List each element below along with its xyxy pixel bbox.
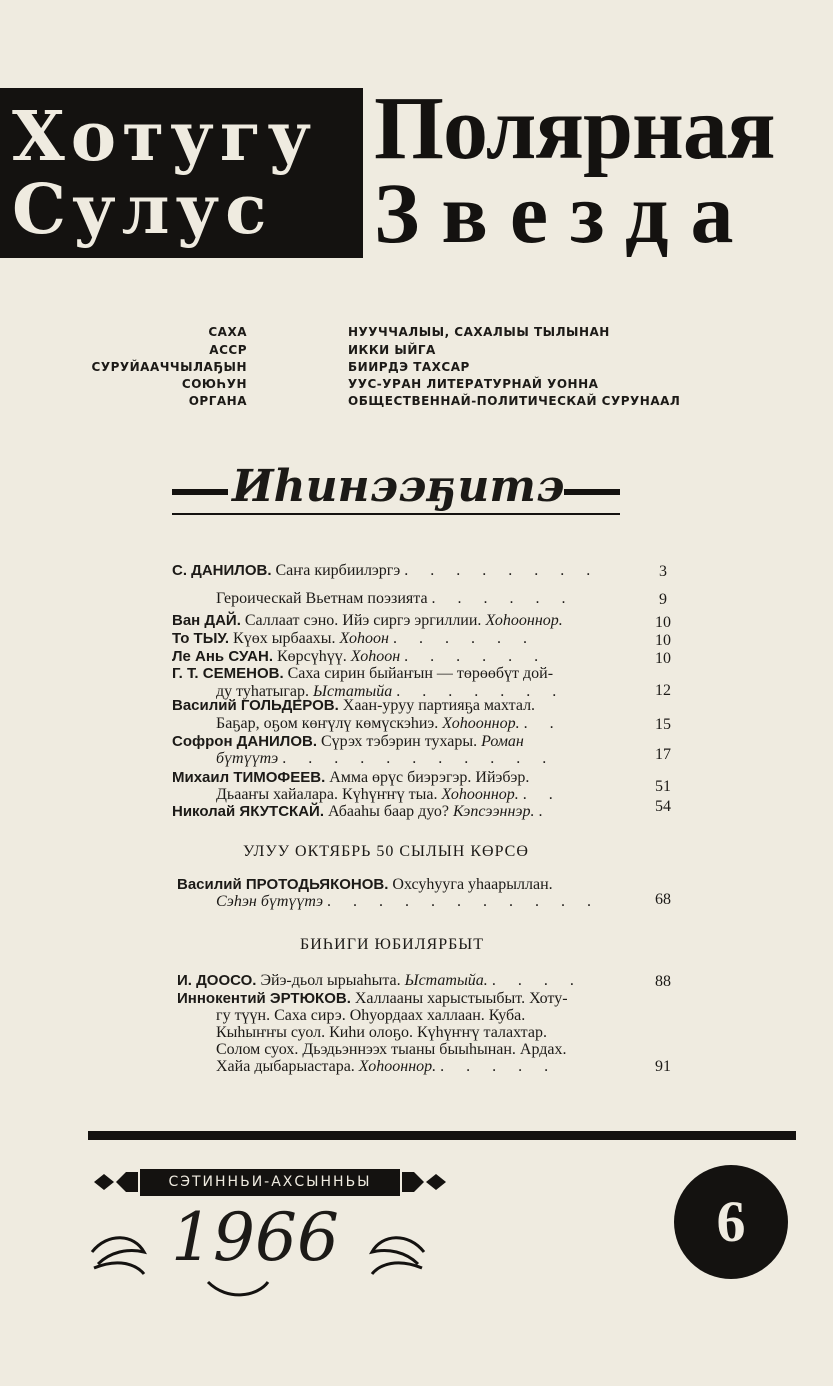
masthead-yakut-line2: Сулус [12,170,273,250]
heading-dash-right [564,489,620,495]
toc-author: Василий ГОЛЬДЕРОВ. [172,697,339,714]
publisher-left-3: СУРУЙААЧЧЫЛАҔЫН [91,360,247,374]
toc-genre: Ыстатыйа. [404,972,488,989]
toc-author: И. ДООСО. [177,972,257,989]
toc-entry-13-l5: Хайа дыбарыастара. Хоһооннор. . . . . . [216,1058,558,1075]
toc-entry-9 [172,769,529,786]
contents-heading: Иһинээҕитэ [232,461,565,512]
toc-title: Хайа дыбарыастара. [216,1058,355,1075]
toc-genre: бүтүүтэ [216,750,279,767]
toc-genre: Хоһооннор. [441,786,519,803]
toc-entry-8-cont: бүтүүтэ . . . . . . . . . . . [216,750,556,767]
toc-entry-12: И. ДООСО. Эйэ-дьол ырыаһыта. Ыстатыйа. . . . . [177,972,583,989]
issue-year: 1966 [171,1199,339,1276]
toc-page-3: 10 [655,614,671,631]
toc-title: Баҕар, оҕом көҥүлү көмүскэһиэ. [216,715,439,732]
publisher-left-4: СОЮҺУН [181,377,247,391]
section-title-october: УЛУУ ОКТЯБРЬ 50 СЫЛЫН КӨРСӨ [243,843,529,860]
toc-entry-8 [172,733,524,750]
toc-genre: Хоһооннор. [442,715,520,732]
toc-title: Саллаат сэно. Ийэ сиргэ эргиллии. [244,612,482,629]
toc-title: Охсуһууга уһаарыллан. [392,876,553,893]
toc-author: Ван ДАЙ. [172,612,241,629]
toc-page-10: 54 [655,798,671,815]
toc-page-4: 10 [655,632,671,649]
toc-entry-4: То ТЫУ. Күөх ырбаахы. Хоһоон . . . . . . [172,630,536,647]
toc-title: ду туһатыгар. [216,683,310,700]
toc-title: Амма өрүс биэрэгэр. Ийэбэр. [329,769,530,786]
toc-page-9: 51 [655,778,671,795]
toc-entry-7-cont: Баҕар, оҕом көҥүлү көмүскэһиэ. Хоһооннор. . . [216,715,563,732]
toc-title: Саҥа кирбиилэргэ [275,562,401,579]
toc-entry-13-l3: Кыһыҥҥы суол. Киһи олоҕо. Күһүҥҥү талахтар. [216,1024,547,1041]
toc-author: Василий ПРОТОДЬЯКОНОВ. [177,876,389,893]
heading-underline [172,513,620,515]
toc-author: Г. Т. СЕМЕНОВ. [172,665,284,682]
toc-genre: Хоһооннор. [358,1058,437,1075]
toc-genre: Ыстатыйа [313,683,393,700]
toc-title: Дьааҥы хайалара. Күһүҥҥү тыа. [216,786,438,803]
publisher-right-1: НУУЧЧАЛЫЫ, САХАЛЫЫ ТЫЛЫНАН [348,325,610,339]
toc-entry-7 [172,697,535,714]
publisher-right-3: БИИРДЭ ТАХСАР [348,360,470,374]
toc-author: Ле Ань СУАН. [172,648,273,665]
toc-page-2: 9 [659,591,667,608]
toc-genre: Роман [481,733,524,750]
toc-title: Сүрэх тэбэрин тухары. [321,733,478,750]
toc-title: Халлааны харыстыыбыт. Хоту- [354,990,568,1007]
toc-genre: Кэпсээннэр. [453,803,535,820]
publisher-left-1: САХА [208,325,247,339]
toc-entry-5: Ле Ань СУАН. Көрсүһүү. Хоһоон . . . . . . [172,648,548,665]
banner-ornament-right [402,1166,448,1199]
toc-entry-10: Николай ЯКУТСКАЙ. Абааһы баар дуо? Кэпсээннэр. . [172,803,552,820]
toc-author: Михаил ТИМОФЕЕВ. [172,769,326,786]
toc-entry-13-l4: Солом суох. Дьэдьэннээх тыаны быыһынан. Ардах. [216,1041,567,1058]
toc-title: Хаан-уруу партияҕа махтал. [342,697,536,714]
toc-entry-1: С. ДАНИЛОВ. Саҥа кирбиилэргэ . . . . . . . . [172,562,600,579]
toc-title: Эйэ-дьол ырыаһыта. [260,972,401,989]
toc-page-13: 91 [655,1058,671,1075]
publisher-right-2: ИККИ ЫЙГА [348,343,436,357]
publisher-right-5: ОБЩЕСТВЕННАЙ-ПОЛИТИЧЕСКАЙ СУРУНААЛ [348,394,681,408]
masthead-yakut-line1: Хотугу [12,97,317,177]
toc-entry-11-cont: Сэһэн бүтүүтэ . . . . . . . . . . . [216,893,601,910]
toc-entry-6-cont: ду туһатыгар. Ыстатыйа . . . . . . . [216,683,566,700]
toc-genre: Хоһоон [350,648,401,665]
toc-genre: Хоһооннор. [485,612,563,629]
publisher-left-2: АССР [209,343,247,357]
toc-genre: Хоһоон [339,630,389,647]
toc-entry-13 [177,990,568,1007]
toc-author: Николай ЯКУТСКАЙ. [172,803,324,820]
toc-entry-3 [172,612,563,629]
toc-title: Көрсүһүү. [277,648,347,665]
toc-author: Иннокентий ЭРТЮКОВ. [177,990,351,1007]
toc-page-11: 68 [655,891,671,908]
masthead-russian-line2: Звезда [374,165,756,261]
toc-page-12: 88 [655,973,671,990]
section-title-jubilee: БИҺИГИ ЮБИЛЯРБЫТ [300,936,485,953]
toc-title: Саха сирин быйаҥын — төрөөбүт дой- [287,665,554,682]
bottom-rule [88,1131,796,1140]
publisher-right-4: УУС-УРАН ЛИТЕРАТУРНАЙ УОННА [348,377,599,391]
toc-author: То ТЫУ. [172,630,230,647]
toc-author: Софрон ДАНИЛОВ. [172,733,317,750]
issue-number-badge: 6 [674,1165,788,1279]
masthead-russian-line1: Полярная [374,79,775,178]
toc-entry-6 [172,665,553,682]
toc-entry-11 [177,876,553,893]
toc-page-5: 10 [655,650,671,667]
heading-dash-left [172,489,228,495]
toc-title: Абааһы баар дуо? [328,803,450,820]
toc-entry-9-cont: Дьааҥы хайалара. Күһүҥҥү тыа. Хоһооннор. . . [216,786,562,803]
toc-title: Күөх ырбаахы. [233,630,336,647]
banner-ornament-left [92,1166,138,1199]
toc-title: Героическай Вьетнам поэзията [216,590,428,607]
toc-entry-2: Героическай Вьетнам поэзията . . . . . . [216,590,575,607]
toc-entry-13-l2: гу түүн. Саха сирэ. Оһуордаах халлаан. Куба. [216,1007,526,1024]
toc-page-8: 17 [655,746,671,763]
toc-page-7: 15 [655,716,671,733]
months-banner: СЭТИННЬИ-АХСЫННЬЫ [140,1169,400,1196]
publisher-left-5: ОРГАНА [188,394,247,408]
toc-genre: Сэһэн бүтүүтэ [216,893,324,910]
toc-page-6: 12 [655,682,671,699]
toc-page-1: 3 [659,563,667,580]
toc-author: С. ДАНИЛОВ. [172,562,272,579]
